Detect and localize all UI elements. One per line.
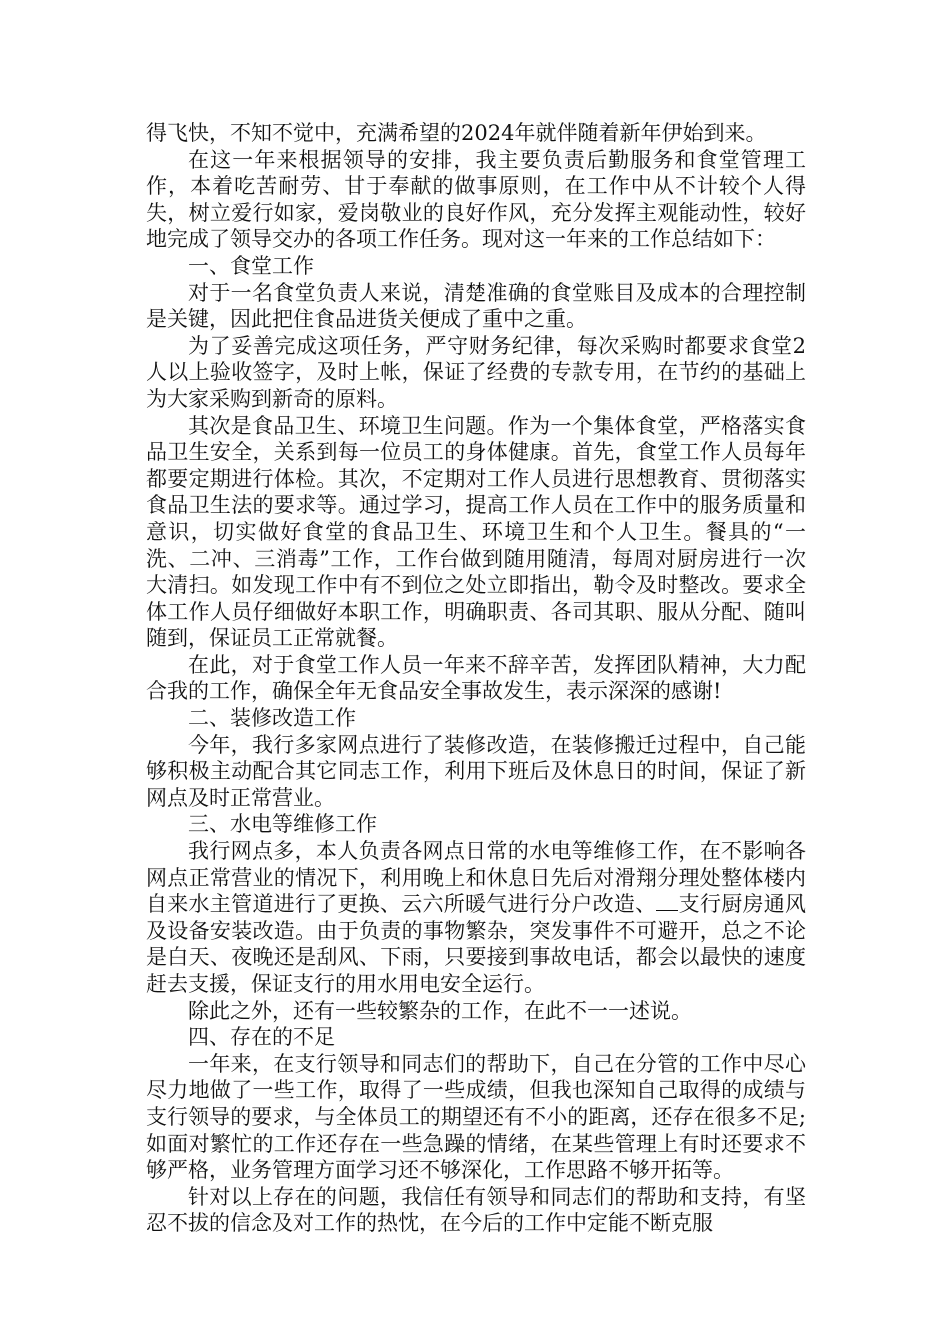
paragraph-improvement: 针对以上存在的问题，我信任有领导和同志们的帮助和支持，有坚忍不拔的信念及对工作的热忱，在今后的工作中定能不断克服	[146, 1184, 806, 1236]
paragraph-renovation: 今年，我行多家网点进行了装修改造，在装修搬迁过程中，自己能够积极主动配合其它同志工作，利用下班后及休息日的时间，保证了新网点及时正常营业。	[146, 732, 806, 810]
paragraph-intro-continued: 得飞快，不知不觉中，充满希望的2024年就伴随着新年伊始到来。	[146, 121, 767, 145]
maintenance-text-before: 我行网点多，本人负责各网点日常的水电等维修工作，在不影响各网点正常营业的情况下，利用晚上和休息日先后对滑翔分理处整体楼内自来水主管道进行了更换、云六所暖气进行分户改造、	[146, 839, 806, 917]
maintenance-text-after: 支行厨房通风及设备安装改造。由于负责的事物繁杂，突发事件不可避开，总之不论是白天、夜晚还是刮风、下雨，只要接到事故电话，都会以最快的速度赶去支援，保证支行的用水用电安全运行。	[146, 892, 807, 996]
paragraph-thanks: 在此，对于食堂工作人员一年来不辞辛苦，发挥团队精神，大力配合我的工作，确保全年无食品安全事故发生，表示深深的感谢!	[146, 652, 806, 704]
paragraph-canteen-accounts: 对于一名食堂负责人来说，清楚准确的食堂账目及成本的合理控制是关键，因此把住食品进货关便成了重中之重。	[146, 280, 806, 332]
document-page	[146, 120, 806, 1237]
paragraph-shortcomings: 一年来，在支行领导和同志们的帮助下，自己在分管的工作中尽心尽力地做了一些工作，取得了一些成绩，但我也深知自己取得的成绩与支行领导的要求，与全体员工的期望还有不小的距离，还存在很多不足;如面对繁忙的工作还存在一些急躁的情绪，在某些管理上有时还要求不够严格，业务管理方面学习还不够深化，工作思路不够开拓等。	[146, 1051, 806, 1183]
paragraph-canteen-purchasing: 为了妥善完成这项任务，严守财务纪律，每次采购时都要求食堂2人以上验收签字，及时上帐，保证了经费的专款专用，在节约的基础上为大家采购到新奇的原料。	[146, 333, 806, 411]
paragraph-overview: 在这一年来根据领导的安排，我主要负责后勤服务和食堂管理工作，本着吃苦耐劳、甘于奉献的做事原则，在工作中从不计较个人得失，树立爱行如家，爱岗敬业的良好作风，充分发挥主观能动性，较好地完成了领导交办的各项工作任务。现对这一年来的工作总结如下：	[146, 147, 806, 252]
heading-maintenance-work: 三、水电等维修工作	[188, 812, 377, 837]
heading-canteen-work: 一、食堂工作	[188, 253, 314, 278]
paragraph-food-hygiene: 其次是食品卫生、环境卫生问题。作为一个集体食堂，严格落实食品卫生安全，关系到每一位员工的身体健康。首先，食堂工作人员每年都要定期进行体检。其次，不定期对工作人员进行思想教育、贯彻落实食品卫生法的要求等。通过学习，提高工作人员在工作中的服务质量和意识，切实做好食堂的食品卫生、环境卫生和个人卫生。餐具的“一洗、二冲、三消毒”工作，工作台做到随用随清，每周对厨房进行一次大清扫。如发现工作中有不到位之处立即指出，勒令及时整改。要求全体工作人员仔细做好本职工作，明确职责、各司其职、服从分配、随叫随到，保证员工正常就餐。	[146, 413, 806, 651]
paragraph-other-work: 除此之外，还有一些较繁杂的工作，在此不一一述说。	[188, 998, 692, 1023]
heading-shortcomings: 四、存在的不足	[188, 1025, 335, 1050]
blank-underline	[656, 892, 678, 911]
heading-renovation-work: 二、装修改造工作	[188, 706, 356, 731]
paragraph-maintenance	[146, 838, 806, 998]
